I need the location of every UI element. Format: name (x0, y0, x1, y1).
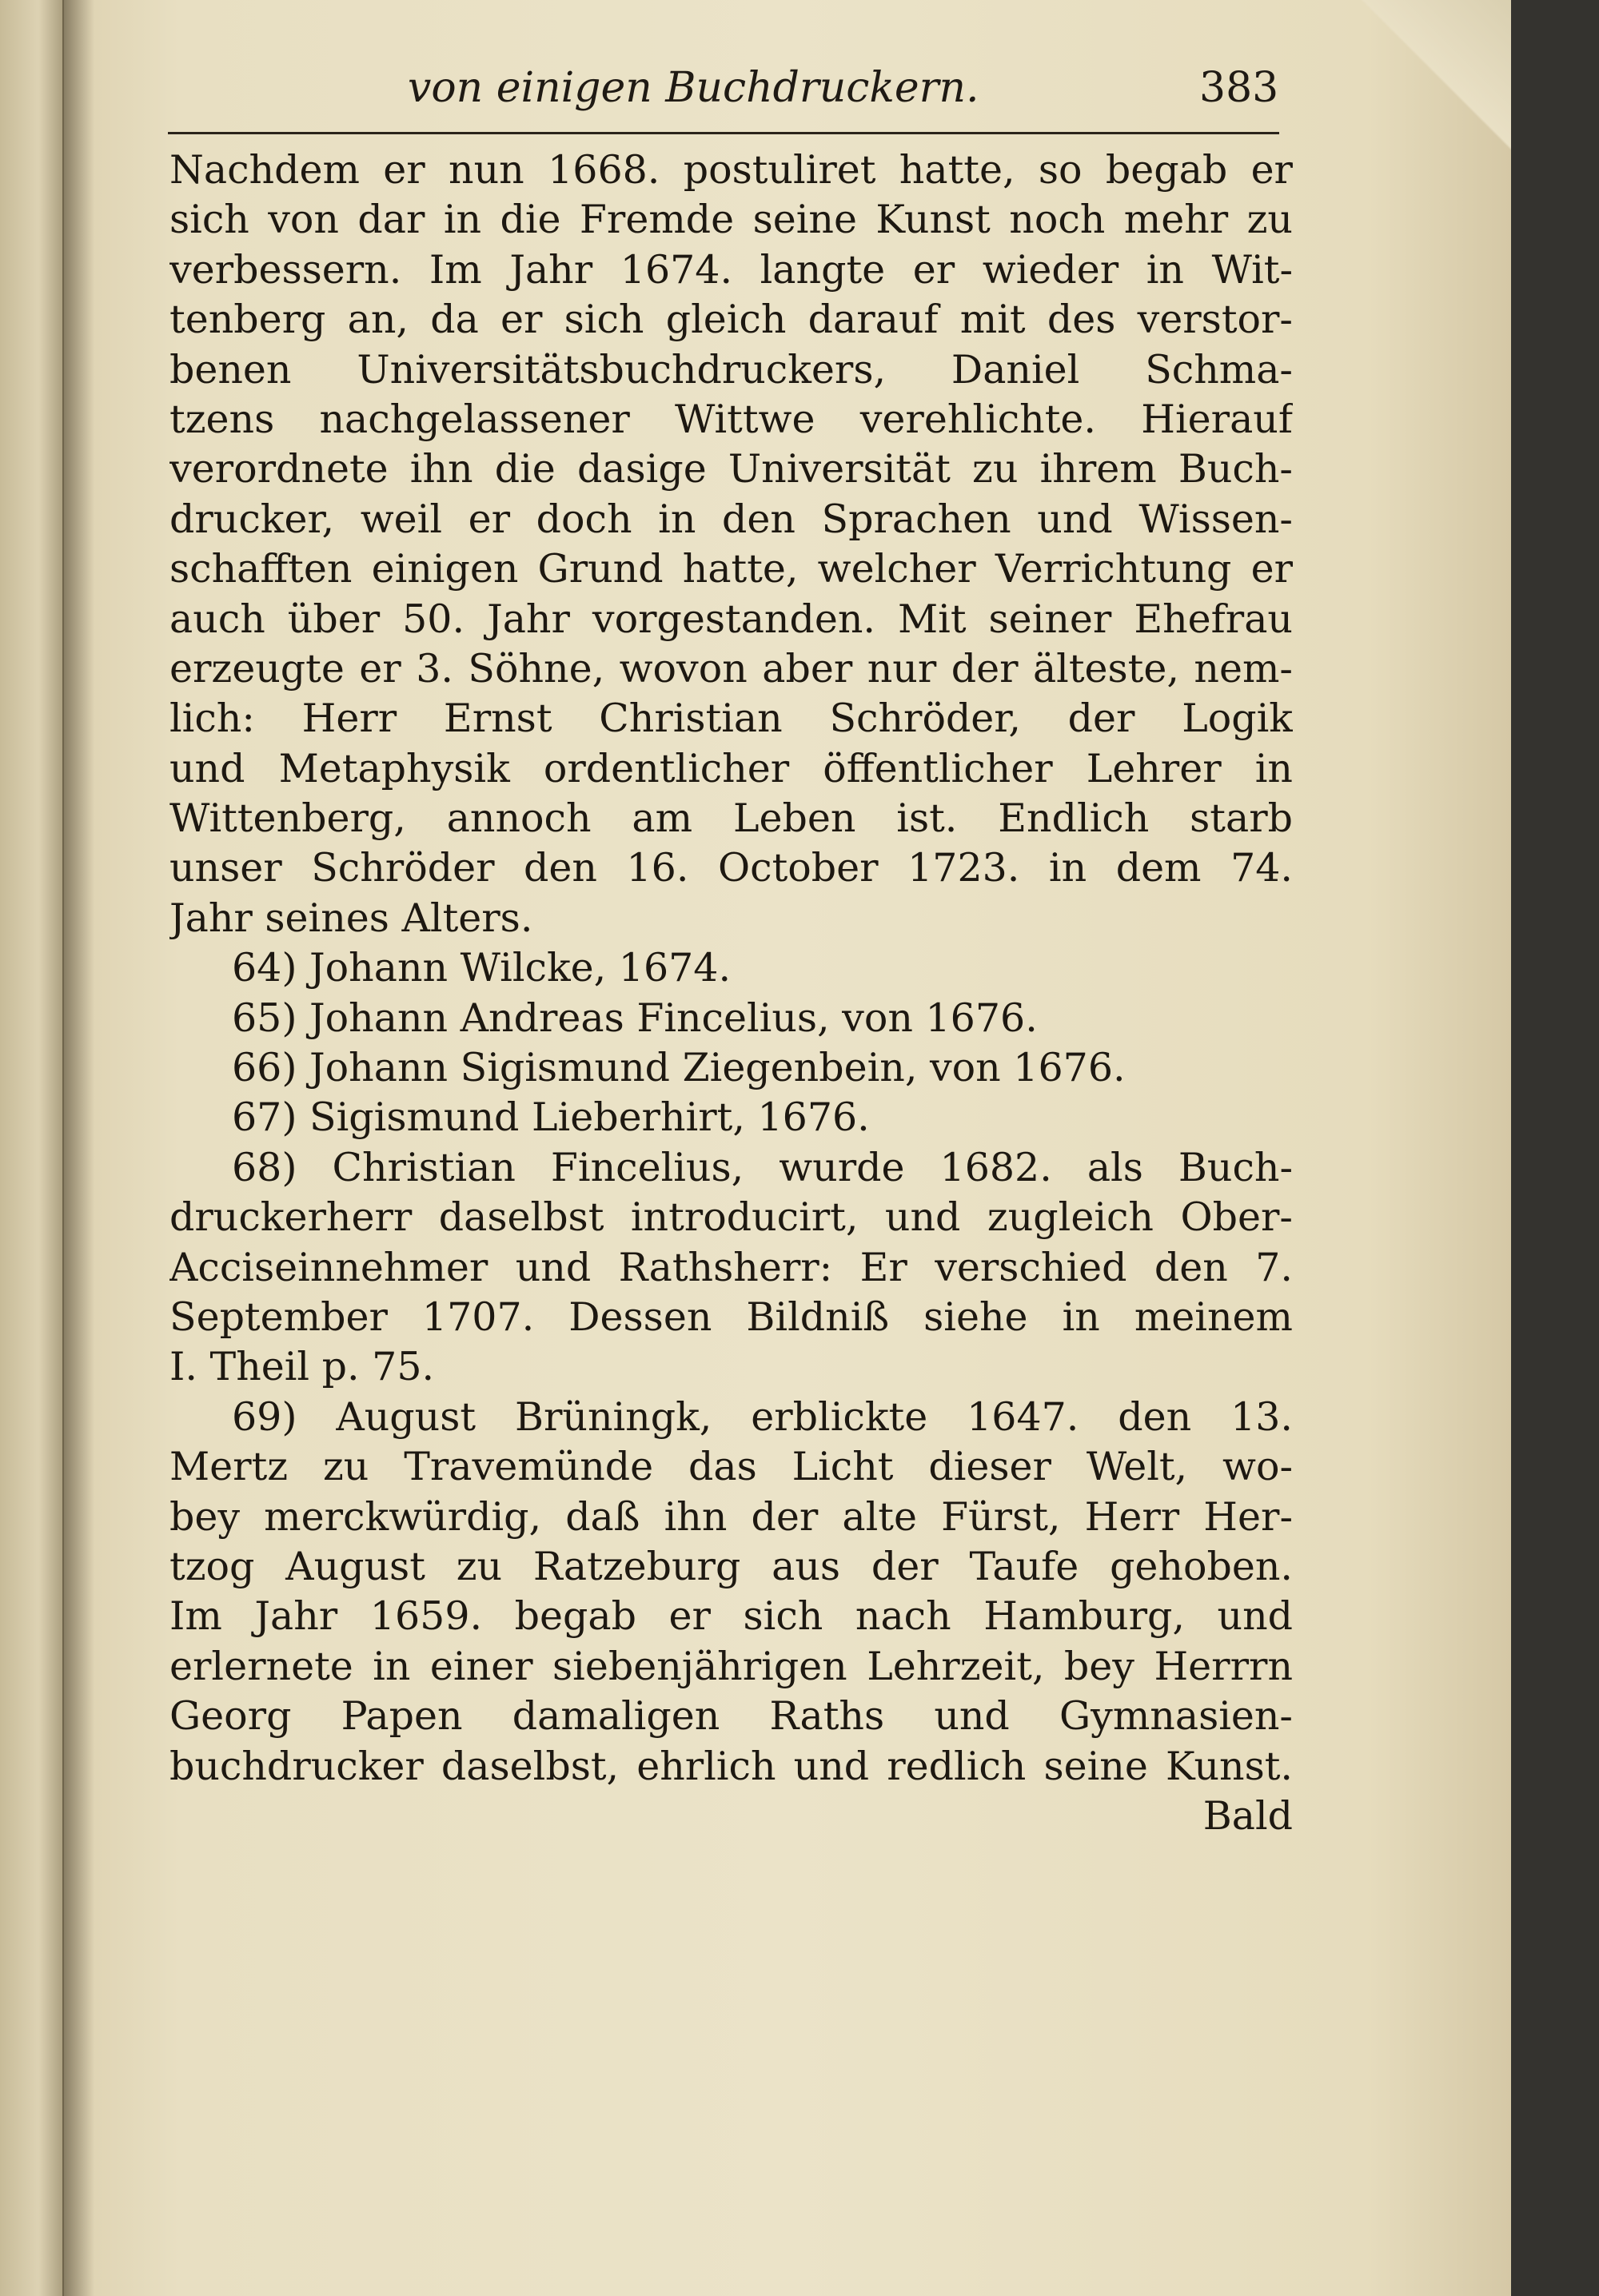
text-line: Mertz zu Travemünde das Licht dieser Welt, wo- (169, 1444, 1293, 1490)
spine-shadow (62, 0, 94, 2296)
text-line: September 1707. Dessen Bildniß siehe in meinem (169, 1293, 1293, 1340)
text-line: unser Schröder den 16. October 1723. in dem 74. (169, 845, 1293, 891)
entry-66: 66) Johann Sigismund Ziegenbein, von 1676. (232, 1045, 1126, 1091)
text-line: buchdrucker daselbst, ehrlich und redlich seine Kunst. (169, 1743, 1293, 1789)
text-line: verbessern. Im Jahr 1674. langte er wieder in Wit- (169, 246, 1293, 293)
text-line: Nachdem er nun 1668. postuliret hatte, so begab er (169, 147, 1293, 193)
text-line: Wittenberg, annoch am Leben ist. Endlich starb (169, 795, 1293, 842)
text-line: verordnete ihn die dasige Universität zu ihrem Buch- (169, 446, 1293, 492)
text-line: lich: Herr Ernst Christian Schröder, der Logik (169, 696, 1293, 742)
text-line: bey merckwürdig, daß ihn der alte Fürst, Herr Her- (169, 1493, 1293, 1540)
catchword: Bald (1202, 1792, 1293, 1839)
text-line: drucker, weil er doch in den Sprachen und Wissen- (169, 496, 1293, 542)
text-line: und Metaphysik ordentlicher öffentlicher Lehrer in (169, 745, 1293, 791)
entry-67: 67) Sigismund Lieberhirt, 1676. (232, 1094, 870, 1141)
scan-background-edge (1511, 0, 1599, 2296)
body-text (169, 145, 1293, 2096)
entry-69: 69) August Brüningk, erblickte 1647. den 13. (232, 1393, 1293, 1440)
previous-page-edge (0, 0, 64, 2296)
text-line: tenberg an, da er sich gleich darauf mit des verstor- (169, 297, 1293, 343)
text-line: erzeugte er 3. Söhne, wovon aber nur der älteste, nem- (169, 645, 1293, 692)
text-line: I. Theil p. 75. (169, 1344, 435, 1390)
text-line: druckerherr daselbst introducirt, und zugleich Ober- (169, 1194, 1293, 1241)
text-line: Jahr seines Alters. (169, 895, 533, 941)
text-line: tzens nachgelassener Wittwe verehlichte. Hierauf (169, 396, 1293, 442)
text-line: benen Universitätsbuchdruckers, Daniel Schma- (169, 346, 1293, 393)
text-line: Georg Papen damaligen Raths und Gymnasien- (169, 1693, 1293, 1740)
text-line: Im Jahr 1659. begab er sich nach Hamburg, und (169, 1593, 1293, 1640)
running-title: von einigen Buchdruckern. (408, 64, 979, 112)
text-line: tzog August zu Ratzeburg aus der Taufe gehoben. (169, 1543, 1293, 1589)
entry-65: 65) Johann Andreas Fincelius, von 1676. (232, 995, 1038, 1041)
folded-corner (1351, 0, 1511, 168)
text-line: auch über 50. Jahr vorgestanden. Mit seiner Ehefrau (169, 596, 1293, 642)
page-header (168, 64, 1287, 136)
entry-64: 64) Johann Wilcke, 1674. (232, 945, 732, 991)
header-rule (168, 132, 1279, 134)
text-line: Acciseinnehmer und Rathsherr: Er verschied den 7. (169, 1244, 1293, 1290)
entry-68: 68) Christian Fincelius, wurde 1682. als Buch- (232, 1144, 1293, 1190)
text-line: sich von dar in die Fremde seine Kunst noch mehr zu (169, 197, 1293, 243)
text-line: erlernete in einer siebenjährigen Lehrzeit, bey Herrrn (169, 1643, 1293, 1689)
page-number: 383 (1199, 64, 1279, 112)
text-line: schafften einigen Grund hatte, welcher Verrichtung er (169, 546, 1293, 592)
